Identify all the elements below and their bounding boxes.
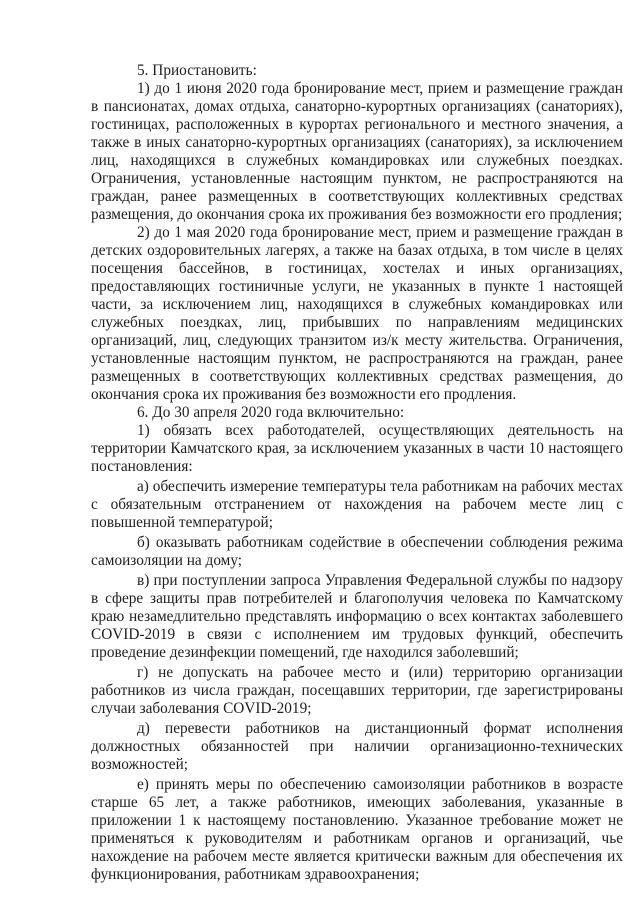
section-6-item-1: 1) обязать всех работодателей, осуществляющих деятельность на территории Камчатского края, за исключением указанных в части 10 настоящего постановления: <box>91 422 623 475</box>
section-5-item-1: 1) до 1 июня 2020 года бронирование мест, прием и размещение граждан в пансионатах, домах отдыха, санаторно-курортных организациях (санаториях), гостиницах, расположенных в курортах регионального и местного значения, а также в иных санаторно-курортных организациях (санаториях), за исключением лиц, находящихся в служебных командировках или служебных поездках. Ограничения, установленные настоящим пунктом, не распространяются на граждан, ранее размещенных в соответствующих коллективных средствах размещения, до окончания срока их проживания без возможности его продления; <box>91 80 623 223</box>
section-6-heading: 6. До 30 апреля 2020 года включительно: <box>137 404 405 421</box>
section-6-subitem-e: е) принять меры по обеспечению самоизоляции работников в возрасте старше 65 лет, а также работников, имеющих заболевания, указанные в приложении 1 к настоящему постановлению. Указанное требование может не применяться к руководителям и работникам органов и организаций, чье нахождение на рабочем месте является критически важным для обеспечения их функционирования, работникам здравоохранения; <box>91 776 623 883</box>
section-6-subitem-v: в) при поступлении запроса Управления Федеральной службы по надзору в сфере защиты прав потребителей и благополучия человека по Камчатскому краю незамедлительно представлять информацию о всех контактах заболевшего COVID-2019 в связи с исполнением им трудовых функций, обеспечить проведение дезинфекции помещений, где находился заболевший; <box>91 572 623 661</box>
document-body <box>91 62 623 884</box>
section-6-subitem-g: г) не допускать на рабочее место и (или) территорию организации работников из числа граждан, посещавших территории, где зарегистрированы случаи заболевания COVID-2019; <box>91 664 623 717</box>
section-6-subitem-a: а) обеспечить измерение температуры тела работникам на рабочих местах с обязательным отстранением от нахождения на рабочем месте лиц с повышенной температурой; <box>91 478 623 531</box>
section-6-subitem-b: б) оказывать работникам содействие в обеспечении соблюдения режима самоизоляции на дому; <box>91 534 623 569</box>
section-6-subitem-d: д) перевести работников на дистанционный формат исполнения должностных обязанностей при наличии организационно-технических возможностей; <box>91 720 623 773</box>
section-5-item-2: 2) до 1 мая 2020 года бронирование мест, прием и размещение граждан в детских оздоровительных лагерях, а также на базах отдыха, в том числе в целях посещения бассейнов, в гостиницах, хостелах и иных организациях, предоставляющих гостиничные услуги, не указанных в пункте 1 настоящей части, за исключением лиц, находящихся в служебных командировках или служебных поездках, лиц, прибывших по направлениям медицинских организаций, лиц, следующих транзитом из/к месту жительства. Ограничения, установленные настоящим пунктом, не распространяются на граждан, ранее размещенных в соответствующих коллективных средствах размещения, до окончания срока их проживания без возможности его продления. <box>91 224 623 403</box>
section-5-heading: 5. Приостановить: <box>137 62 257 79</box>
